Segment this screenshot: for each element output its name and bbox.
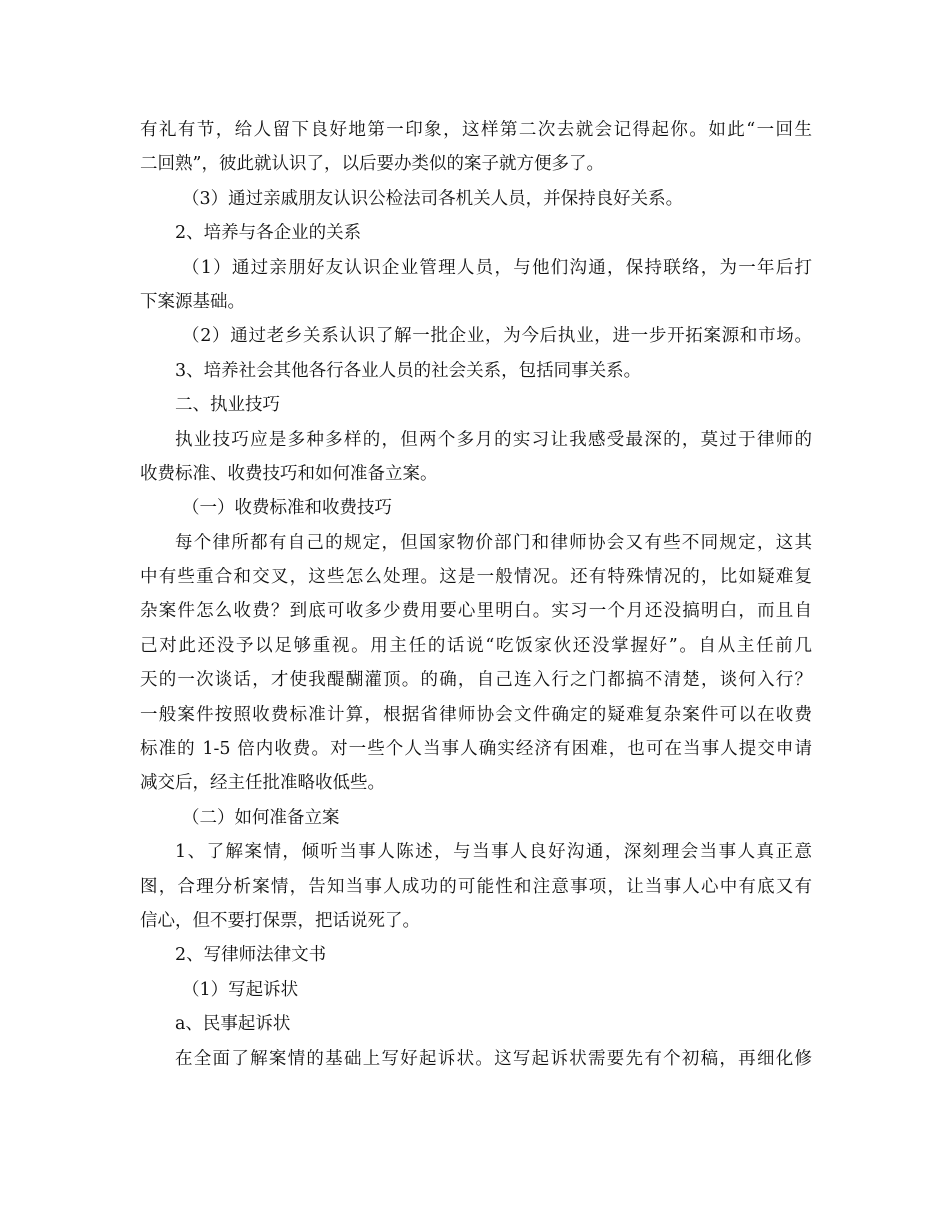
text-line: 有礼有节，给人留下良好地第一印象，这样第二次去就会记得起你。如此“一回生 [140, 120, 812, 140]
text-line: 中有些重合和交叉，这些怎么处理。这是一般情况。还有特殊情况的，比如疑难复 [140, 567, 812, 588]
text-line: 图，合理分析案情，告知当事人成功的可能性和注意事项，让当事人心中有底又有 [140, 876, 812, 897]
section-heading: （二）如何准备立案 [182, 807, 340, 828]
text-line: 标准的 1-5 倍内收费。对一些个人当事人确实经济有困难，也可在当事人提交申请 [140, 739, 812, 760]
text-line: 二回熟”，彼此就认识了，以后要办类似的案子就方便多了。 [140, 154, 604, 175]
text-line: 一般案件按照收费标准计算，根据省律师协会文件确定的疑难复杂案件可以在收费 [140, 704, 812, 725]
text-line: 天的一次谈话，才使我醍醐灌顶。的确，自己连入行之门都搞不清楚，谈何入行？ [140, 670, 812, 691]
text-line: 杂案件怎么收费？到底可收多少费用要心里明白。实习一个月还没搞明白，而且自 [140, 601, 812, 622]
text-line: 1、了解案情，倾听当事人陈述，与当事人良好沟通，深刻理会当事人真正意 [175, 842, 812, 863]
text-line: 执业技巧应是多种多样的，但两个多月的实习让我感受最深的，莫过于律师的 [175, 429, 812, 450]
text-line: 下案源基础。 [140, 291, 245, 312]
text-line: 每个律所都有自己的规定，但国家物价部门和律师协会又有些不同规定，这其 [175, 532, 812, 553]
text-line: 己对此还没予以足够重视。用主任的话说“吃饭家伙还没掌握好”。自从主任前几 [140, 635, 812, 656]
text-line: 减交后，经主任批准略收低些。 [140, 773, 385, 794]
section-heading: 2、写律师法律文书 [175, 945, 327, 966]
text-line: （3）通过亲戚朋友认识公检法司各机关人员，并保持良好关系。 [182, 188, 684, 209]
section-heading: a、民事起诉状 [175, 1014, 291, 1035]
section-heading: （1）写起诉状 [182, 979, 299, 1000]
section-heading: 二、执业技巧 [175, 395, 280, 416]
section-heading: （一）收费标准和收费技巧 [182, 498, 392, 519]
document-body [140, 113, 812, 1076]
section-heading: 2、培养与各企业的关系 [175, 223, 362, 244]
section-heading: 3、培养社会其他各行各业人员的社会关系，包括同事关系。 [175, 360, 642, 381]
text-line: （1）通过亲朋好友认识企业管理人员，与他们沟通，保持联络，为一年后打 [182, 257, 812, 278]
text-line: （2）通过老乡关系认识了解一批企业，为今后执业，进一步开拓案源和市场。 [182, 326, 812, 347]
text-line: 收费标准、收费技巧和如何准备立案。 [140, 463, 438, 484]
text-line: 在全面了解案情的基础上写好起诉状。这写起诉状需要先有个初稿，再细化修 [175, 1048, 812, 1069]
text-line: 信心，但不要打保票，把话说死了。 [140, 910, 420, 931]
